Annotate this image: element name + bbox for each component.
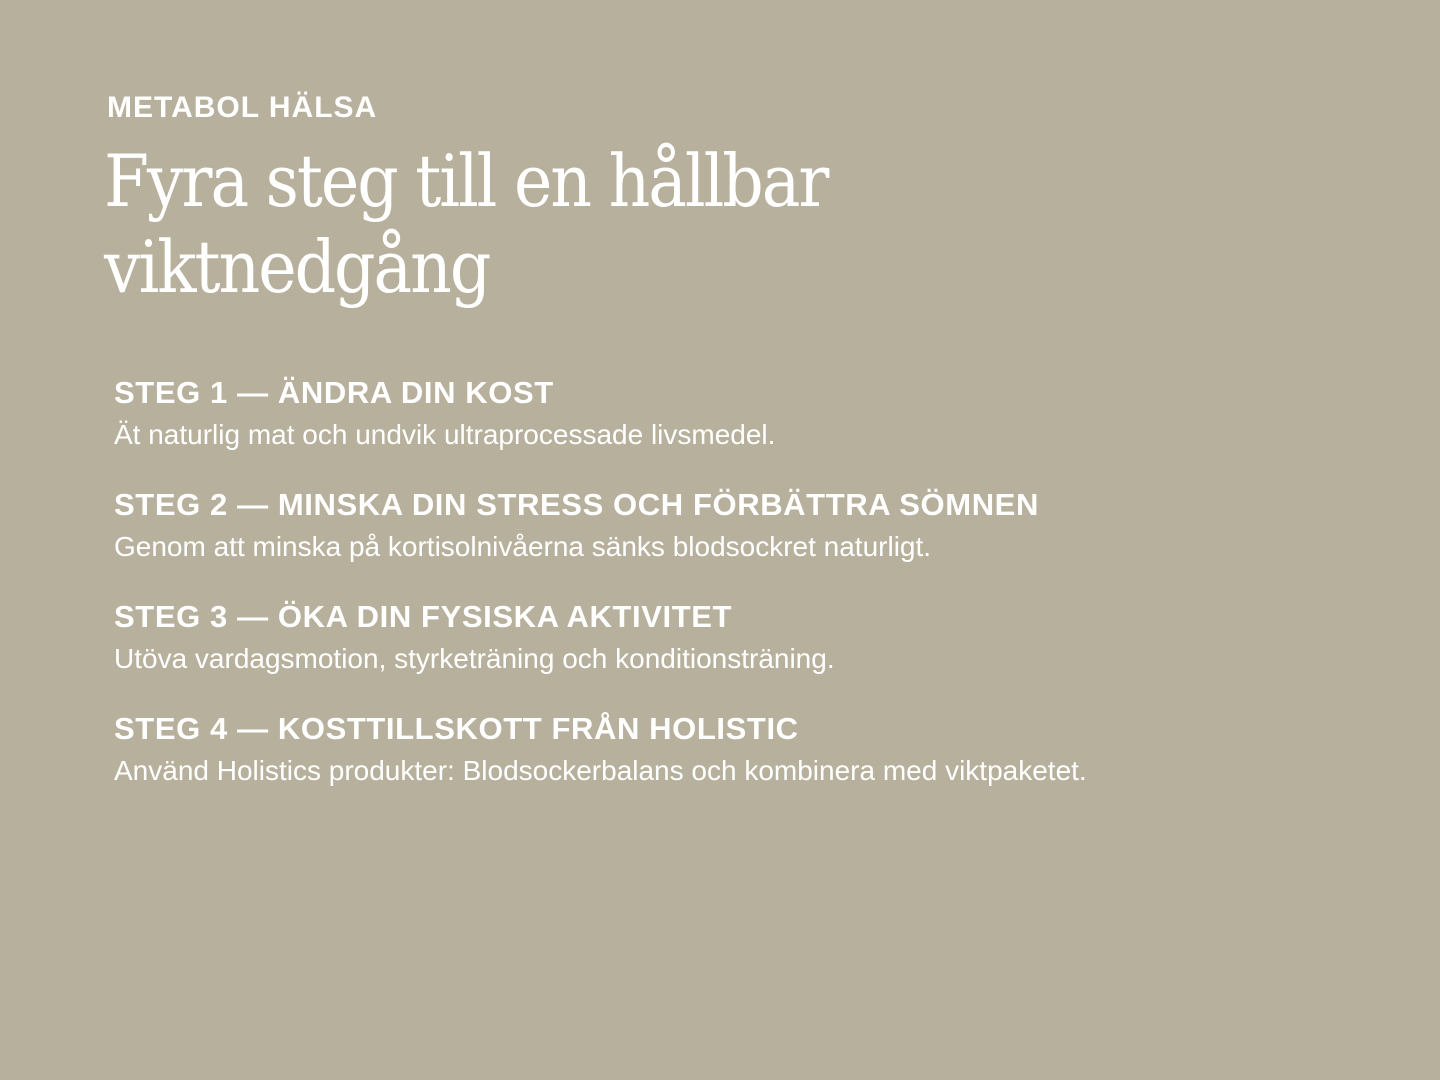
eyebrow-label: METABOL HÄLSA [107, 91, 378, 124]
step-heading: STEG 4 — KOSTTILLSKOTT FRÅN HOLISTIC [114, 711, 799, 746]
step-description: Genom att minska på kortisolnivåerna sänks blodsockret naturligt. [114, 531, 932, 562]
step-1 [114, 372, 1374, 456]
step-2 [114, 484, 1374, 568]
step-3 [114, 596, 1374, 680]
title-line-2: viktnedgång [104, 225, 490, 309]
step-description: Utöva vardagsmotion, styrketräning och konditionsträning. [114, 643, 835, 674]
step-description: Ät naturlig mat och undvik ultraprocessade livsmedel. [114, 419, 776, 450]
step-4 [114, 708, 1374, 792]
step-heading: STEG 1 — ÄNDRA DIN KOST [114, 375, 554, 410]
step-description: Använd Holistics produkter: Blodsockerbalans och kombinera med viktpaketet. [114, 755, 1087, 786]
step-heading: STEG 3 — ÖKA DIN FYSISKA AKTIVITET [114, 599, 733, 634]
step-heading: STEG 2 — MINSKA DIN STRESS OCH FÖRBÄTTRA SÖMNEN [114, 487, 1039, 522]
title-line-1: Fyra steg till en hållbar [104, 139, 828, 223]
steps-list [114, 372, 1374, 820]
page-title [104, 138, 1004, 310]
